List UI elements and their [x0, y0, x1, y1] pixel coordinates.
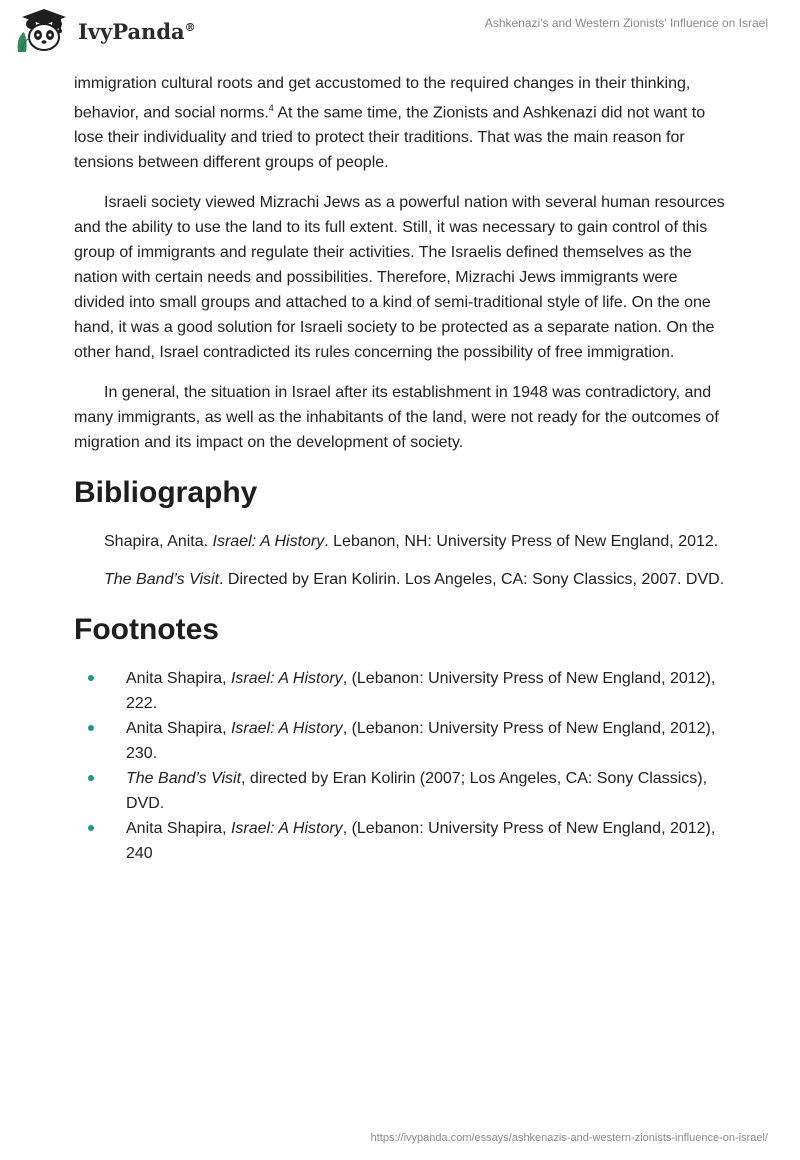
- footnote-item: [88, 766, 730, 816]
- bullet-icon: [88, 725, 94, 731]
- bullet-icon: [88, 825, 94, 831]
- footnote-item: [88, 666, 730, 716]
- footnote-ref-4[interactable]: 4: [268, 103, 274, 113]
- brand-name: [78, 19, 196, 44]
- footnote-title: Israel: A History: [230, 720, 343, 738]
- footnotes-heading: Footnotes: [74, 613, 219, 647]
- footnote-title: Israel: A History: [230, 820, 343, 838]
- ivypanda-logo[interactable]: [14, 8, 196, 54]
- bibliography-entry: [74, 567, 730, 592]
- bib-author: Shapira, Anita.: [104, 533, 213, 551]
- paragraph-2: Israeli society viewed Mizrachi Jews as a powerful nation with several human resources and the ability to use the land to its full extent. Still, it was necessary to gain control of this group of immigrants and regulate their activities. The Israelis defined themselves as the nation with certain needs and possibilities. Therefore, Mizrachi Jews immigrants were divided into small groups and attached to a kind of semi-traditional style of life. On the one hand, it was a good solution for Israeli society to be protected as a separate nation. On the other hand, Israel contradicted its rules concerning the possibility of free immigration.: [74, 194, 725, 362]
- footnote-author: Anita Shapira,: [126, 820, 231, 838]
- paragraph-1: [74, 71, 730, 175]
- footnote-title: Israel: A History: [230, 670, 343, 688]
- footnote-details: , (Lebanon: University Press of New England, 2012), 240: [126, 820, 716, 863]
- bib-title: Israel: A History: [212, 533, 325, 551]
- footnote-details: , directed by Eran Kolirin (2007; Los Angeles, CA: Sony Classics), DVD.: [126, 770, 708, 813]
- footnotes-list: [74, 666, 730, 866]
- bullet-icon: [88, 775, 94, 781]
- bibliography-entry: [74, 529, 730, 554]
- footnote-title: The Band’s Visit: [126, 770, 242, 788]
- source-url[interactable]: https://ivypanda.com/essays/ashkenazis-and-western-zionists-influence-on-israel/: [370, 1132, 768, 1144]
- registered-mark: ®: [184, 20, 196, 34]
- bibliography-heading: Bibliography: [74, 476, 258, 510]
- bullet-icon: [88, 675, 94, 681]
- paragraph-1-text-cont: At the same time, the Zionists and Ashkenazi did not want to lose their individuality and tried to protect their traditions. That was the main reason for tensions between different groups of people.: [74, 104, 706, 172]
- footnote-details: , (Lebanon: University Press of New England, 2012), 230.: [126, 720, 716, 763]
- footnote-details: , (Lebanon: University Press of New England, 2012), 222.: [126, 670, 716, 713]
- bib-details: . Directed by Eran Kolirin. Los Angeles, CA: Sony Classics, 2007. DVD.: [219, 571, 725, 589]
- paragraph-3: In general, the situation in Israel after its establishment in 1948 was contradictory, and many immigrants, as well as the inhabitants of the land, were not ready for the outcomes of migration and its impact on the development of society.: [74, 384, 719, 452]
- paragraph-1-text: immigration cultural roots and get accustomed to the required changes in their thinking, behavior, and social norms.: [74, 75, 691, 122]
- footnote-author: Anita Shapira,: [126, 720, 231, 738]
- footnote-item: [88, 816, 730, 866]
- footnote-author: Anita Shapira,: [126, 670, 231, 688]
- brand-name-text: IvyPanda: [78, 18, 185, 44]
- essay-content: [74, 71, 730, 866]
- bib-title: The Band’s Visit: [104, 571, 220, 589]
- bib-details: . Lebanon, NH: University Press of New England, 2012.: [324, 533, 719, 551]
- panda-graduate-icon: [14, 8, 74, 54]
- footnote-item: [88, 716, 730, 766]
- document-header-title: Ashkenazi's and Western Zionists' Influence on Israel: [484, 16, 768, 30]
